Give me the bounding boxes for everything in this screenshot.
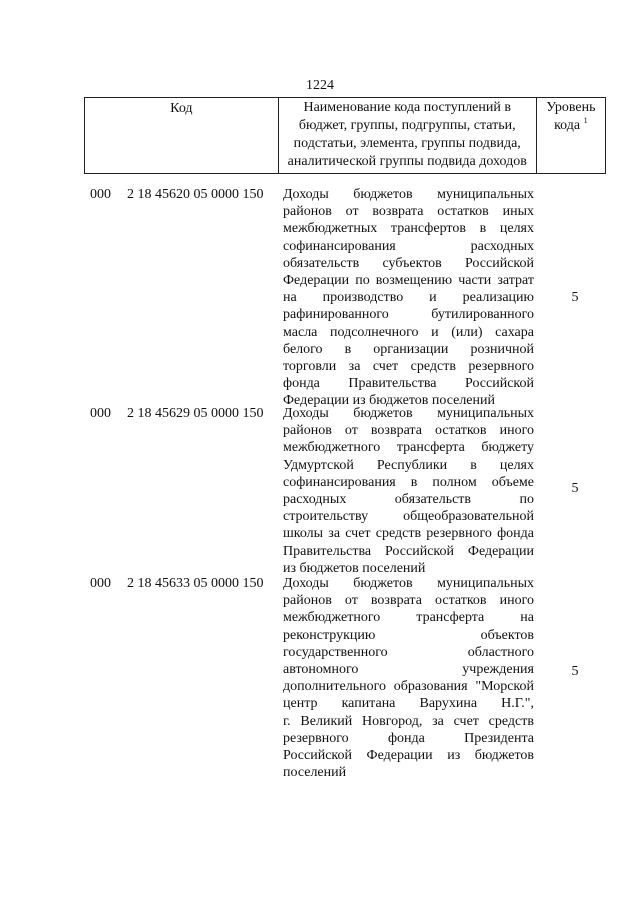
row-description-line: Федерации из бюджетов поселений <box>283 393 495 409</box>
row-description-line: торговли за счет средств резервного <box>283 359 534 375</box>
row-code: 2 18 45633 05 0000 150 <box>127 576 264 591</box>
row-description-line: софинансирования расходных <box>283 238 534 254</box>
row-description-line: Удмуртской Республики в целях <box>283 457 534 473</box>
row-description-line: школы за счет средств резервного фонда <box>283 526 534 542</box>
header-name-line: аналитической группы подвида доходов <box>287 154 527 169</box>
row-description-line: обязательств субъектов Российской <box>283 255 534 271</box>
row-prefix: 000 <box>90 406 111 421</box>
row-description-line: районов от возврата остатков иного <box>283 423 534 439</box>
header-name-line: Наименование кода поступлений в <box>303 100 511 115</box>
row-description-line: межбюджетного трансферта на <box>283 610 534 626</box>
row-description-line: Доходы бюджетов муниципальных <box>283 187 534 202</box>
row-description-line: из бюджетов поселений <box>283 560 426 576</box>
row-description-line: белого в организации розничной <box>283 341 534 357</box>
row-description-line: районов от возврата остатков иного <box>283 593 534 609</box>
row-level: 5 <box>571 481 579 496</box>
row-description-line: межбюджетных трансфертов в целях <box>283 221 534 237</box>
header-table <box>84 97 606 174</box>
row-description-line: автономного учреждения <box>283 662 534 678</box>
row-description-line: государственного областного <box>283 644 534 660</box>
row-description-line: г. Великий Новгород, за счет средств <box>283 713 534 729</box>
row-description-line: масла подсолнечного и (или) сахара <box>283 324 534 340</box>
row-code: 2 18 45620 05 0000 150 <box>127 187 264 202</box>
row-description-line: межбюджетного трансферта бюджету <box>283 440 534 456</box>
header-name-line: бюджет, группы, подгруппы, статьи, <box>298 118 516 133</box>
row-description-line: дополнительного образования "Морской <box>283 679 534 695</box>
row-prefix: 000 <box>90 187 111 202</box>
row-description-line: строительству общеобразовательной <box>283 509 534 525</box>
row-description <box>283 405 534 577</box>
row-description <box>283 186 534 410</box>
header-code: Код <box>85 98 279 174</box>
row-description-line: фонда Правительства Российской <box>283 376 534 392</box>
row-level: 5 <box>571 664 579 679</box>
row-description-line: Правительства Российской Федерации <box>283 543 534 559</box>
row-description-line: на производство и реализацию <box>283 290 534 306</box>
header-level-line1: Уровень <box>546 100 596 115</box>
footnote-marker: 1 <box>583 116 588 125</box>
row-description-line: Российской Федерации из бюджетов <box>283 748 534 764</box>
row-description-line: районов от возврата остатков иных <box>283 204 534 220</box>
row-prefix: 000 <box>90 576 111 591</box>
row-description <box>283 575 534 781</box>
row-level: 5 <box>571 290 579 305</box>
header-level-text: кода <box>554 118 581 133</box>
row-description-line: резервного фонда Президента <box>283 730 534 746</box>
header-level <box>536 98 605 174</box>
row-description-line: рафинированного бутилированного <box>283 307 534 323</box>
row-description-line: расходных обязательств по <box>283 492 534 508</box>
row-description-line: центр капитана Варухина Н.Г.", <box>283 696 534 712</box>
header-name <box>278 98 536 174</box>
row-description-line: софинансирования в полном объеме <box>283 474 534 490</box>
header-name-line: подстатьи, элемента, группы подвида, <box>293 136 521 151</box>
row-description-line: Доходы бюджетов муниципальных <box>283 406 534 421</box>
page-number: 1224 <box>306 78 334 93</box>
row-description-line: Федерации по возмещению части затрат <box>283 273 534 289</box>
header-level-line2 <box>541 117 601 135</box>
row-code: 2 18 45629 05 0000 150 <box>127 406 264 421</box>
row-description-line: Доходы бюджетов муниципальных <box>283 576 534 591</box>
row-description-line: поселений <box>283 765 347 781</box>
row-description-line: реконструкцию объектов <box>283 627 534 643</box>
